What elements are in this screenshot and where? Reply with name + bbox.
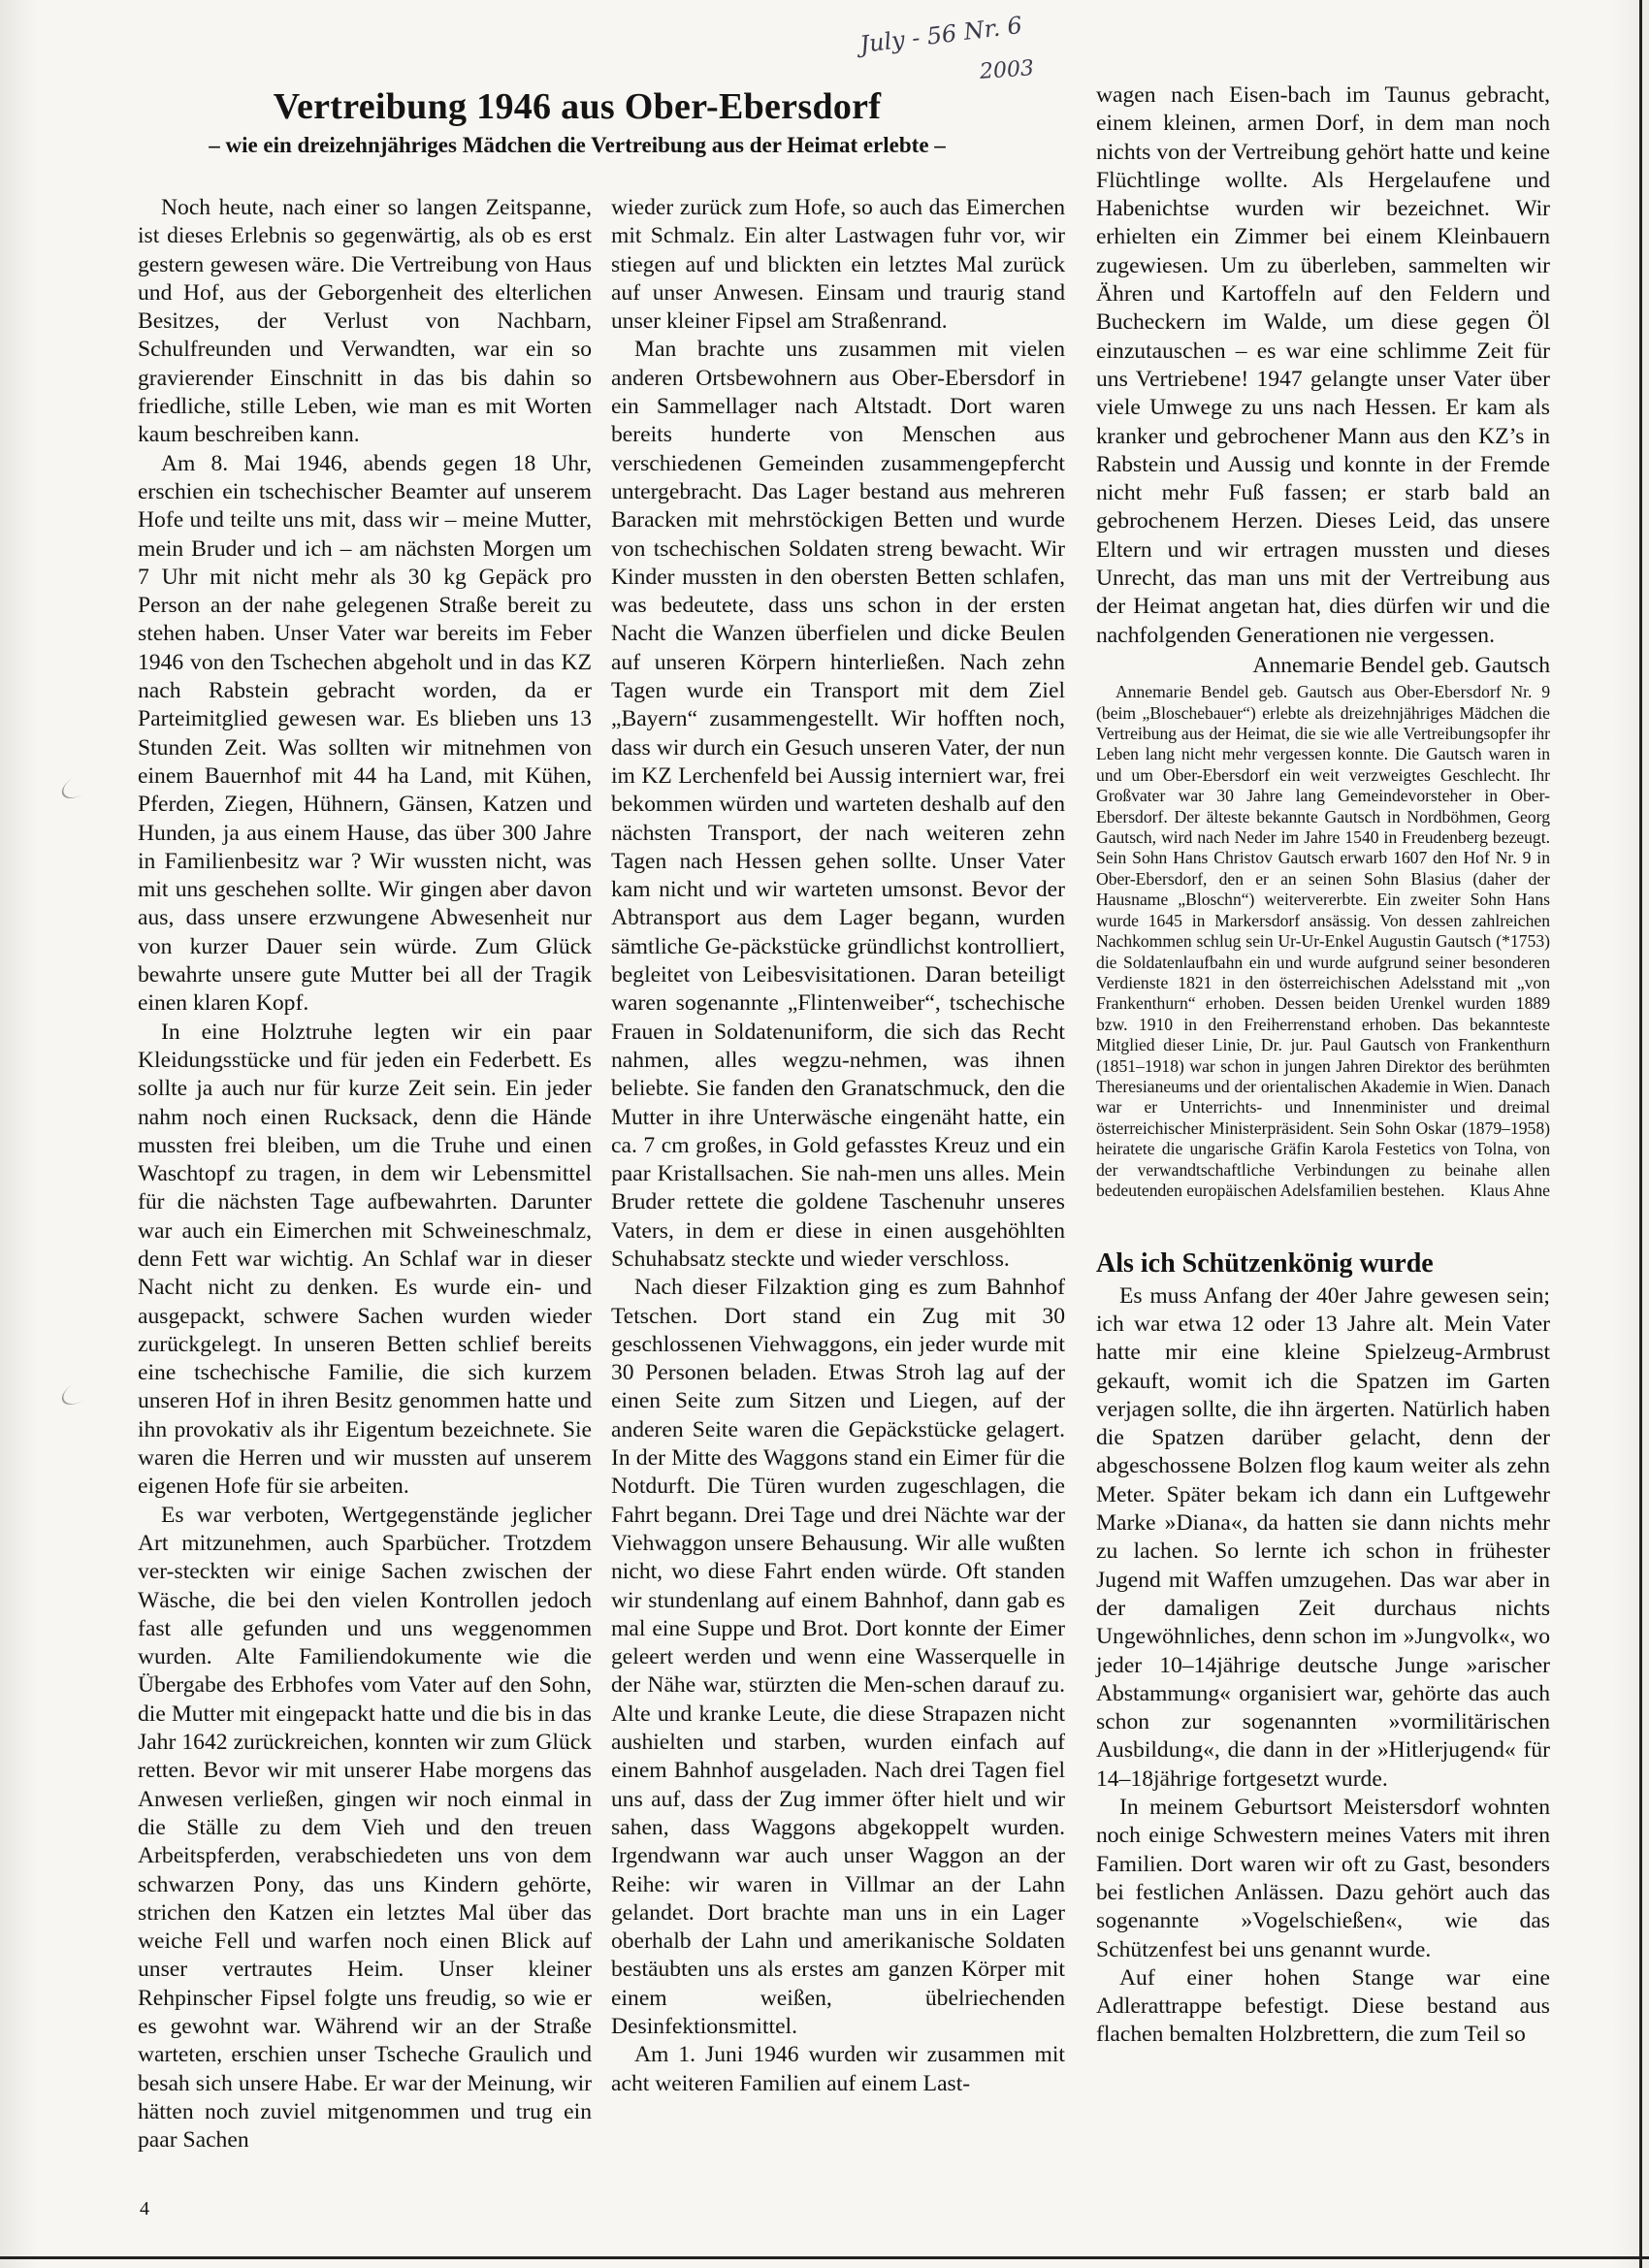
second-article-title: Als ich Schützenkönig wurde bbox=[1096, 1248, 1434, 1280]
paragraph: Am 1. Juni 1946 wurden wir zusammen mit acht weiteren Familien auf einem Last- bbox=[611, 2042, 1065, 2096]
author-signature: Annemarie Bendel geb. Gautsch bbox=[1252, 652, 1550, 678]
handwritten-note bbox=[854, 11, 1067, 89]
article-column-2 bbox=[611, 194, 1065, 2098]
handwritten-note-year: 2003 bbox=[979, 56, 1035, 84]
article-column-1 bbox=[138, 194, 592, 2155]
author-bio bbox=[1096, 682, 1550, 1201]
handwritten-note-line: July - 56 Nr. 6 bbox=[857, 11, 1024, 59]
paragraph: Es war verboten, Wertgegenstände jeglicher Art mitzunehmen, auch Sparbücher. Trotzdem ver-steckten wir einige Sachen zwischen der Wäsche, die bei den vielen Kontrollen jedoch fast alle gefunden und uns weggenommen wurden. Alte Familiendokumente wie die Übergabe des Erbhofes vom Vater auf den Sohn, die Mutter mit eingepackt hatte und die bis in das Jahr 1642 zurückreichen, konnten wir zum Glück retten. Bevor wir mit unserer Habe morgens das Anwesen verließen, gingen wir noch einmal in die Ställe zu dem Vieh und den treuen Arbeitspferden, verabschiedeten uns von dem schwarzen Pony, das uns Kindern gehörte, strichen den Katzen ein letztes Mal über das weiche Fell und warfen noch einen Blick auf unser vertrautes Heim. Unser kleiner Rehpinscher Fipsel folgte uns freudig, so wie er es gewohnt war. Während wir an der Straße warteten, erschien unser Tscheche Graulich und besah sich unsere Habe. Er war der Meinung, wir hätten noch zuviel mitgenommen und trug ein paar Sachen bbox=[138, 1502, 592, 2154]
bio-signer: Klaus Ahne bbox=[1470, 1180, 1550, 1200]
paragraph: wieder zurück zum Hofe, so auch das Eimerchen mit Schmalz. Ein alter Lastwagen fuhr vor, wir stiegen auf und blickten ein letztes Mal zurück auf unser Anwesen. Einsam und traurig stand unser kleiner Fipsel am Straßenrand. bbox=[611, 195, 1065, 335]
scan-border-bottom bbox=[0, 2256, 1649, 2259]
page-number: 4 bbox=[140, 2198, 149, 2219]
article-title: Vertreibung 1946 aus Ober-Ebersdorf bbox=[273, 86, 882, 127]
paragraph: Auf einer hohen Stange war eine Adlerattrappe befestigt. Diese bestand aus flachen bemalten Holzbrettern, die zum Teil so bbox=[1096, 1964, 1550, 2048]
paragraph: In meinem Geburtsort Meistersdorf wohnten noch einige Schwestern meines Vaters mit ihren Familien. Dort waren wir oft zu Gast, besonders bei festlichen Anlässen. Dazu gehört auch das sogenannte »Vogelschießen«, wie das Schützenfest bei uns genannt wurde. bbox=[1096, 1795, 1550, 1962]
article-subtitle: – wie ein dreizehnjähriges Mädchen die Vertreibung aus der Heimat erlebte – bbox=[209, 133, 946, 157]
article-column-3 bbox=[1096, 81, 1550, 2050]
paragraph: In eine Holztruhe legten wir ein paar Kleidungsstücke und für jeden ein Federbett. Es sollte ja auch nur für kurze Zeit sein. Ein jeder nahm noch einen Rucksack, denn die Hände mussten frei bleiben, um die Truhe und einen Waschtopf zu tragen, in dem wir Lebensmittel für die nächsten Tage aufbewahrten. Darunter war auch ein Eimerchen mit Schweineschmalz, denn Fett war wichtig. An Schlaf war in dieser Nacht nicht zu denken. Es wurde ein- und ausgepackt, schwere Sachen wurden wieder zurückgelegt. In unseren Betten schlief bereits eine tschechische Familie, die sich kurzem unseren Hof in ihren Besitz genommen hatte und ihn provokativ als ihr Eigentum bezeichnete. Sie waren die Herren und wir mussten auf unserem eigenen Hofe für sie arbeiten. bbox=[138, 1019, 592, 1500]
paragraph: Man brachte uns zusammen mit vielen anderen Ortsbewohnern aus Ober-Ebersdorf in ein Sammellager nach Altstadt. Dort waren bereits hunderte von Menschen aus verschiedenen Gemeinden zusammengepfercht untergebracht. Das Lager bestand aus mehreren Baracken mit mehrstöckigen Betten und wurde von tschechischen Soldaten streng bewacht. Wir Kinder mussten in den obersten Betten schlafen, was bedeutete, dass uns schon in der ersten Nacht die Wanzen überfielen und dicke Beulen auf unseren Körpern hinterließen. Nach zehn Tagen wurde ein Transport mit dem Ziel „Bayern“ zusammengestellt. Wir hofften noch, dass wir durch ein Gesuch unseren Vater, der nun im KZ Lerchenfeld bei Aussig interniert war, frei bekommen würden und warteten deshalb auf den nächsten Transport, der nach weiteren zehn Tagen nach Hessen gehen sollte. Unser Vater kam nicht und wir warteten umsonst. Bevor der Abtransport aus dem Lager begann, wurden sämtliche Ge-päckstücke gründlichst kontrolliert, begleitet von Leibesvisitationen. Daran beteiligt waren sogenannte „Flintenweiber“, tschechische Frauen in Soldatenuniform, die sich das Recht nahmen, alles wegzu-nehmen, was ihnen beliebte. Sie fanden den Granatschmuck, den die Mutter in ihre Unterwäsche eingenäht hatte, ein ca. 7 cm großes, in Gold gefasstes Kreuz und ein paar Kristallsachen. Sie nah-men uns alles. Mein Bruder rettete die goldene Taschenuhr unseres Vaters, in dem er diese in einen ausgehöhlten Schuhabsatz steckte und wieder verschloss. bbox=[611, 337, 1065, 1272]
paragraph: Noch heute, nach einer so langen Zeitspanne, ist dieses Erlebnis so gegenwärtig, als ob es erst gestern gewesen wäre. Die Vertreibung von Haus und Hof, aus der Geborgenheit des elterlichen Besitzes, der Verlust von Nachbarn, Schulfreunden und Verwandten, war ein so gravierender Einschnitt in das bis dahin so friedliche, stille Leben, wie man es mit Worten kaum beschreiben kann. bbox=[138, 195, 592, 448]
paragraph: Am 8. Mai 1946, abends gegen 18 Uhr, erschien ein tschechischer Beamter auf unserem Hofe und teilte uns mit, dass wir – meine Mutter, mein Bruder und ich – am nächsten Morgen um 7 Uhr mit nicht mehr als 30 kg Gepäck pro Person an der nahe gelegenen Straße bereit zu stehen haben. Unser Vater war bereits im Feber 1946 von den Tschechen abgeholt und in das KZ nach Rabstein gebracht worden, da er Parteimitglied gewesen war. Es blieben uns 13 Stunden Zeit. Was sollten wir mitnehmen von einem Bauernhof mit 44 ha Land, mit Kühen, Pferden, Ziegen, Hühnern, Gänsen, Katzen und Hunden, ja aus einem Hause, das über 300 Jahre in Familienbesitz war ? Wir wussten nicht, was mit uns geschehen sollte. Wir gingen aber davon aus, dass unsere erzwungene Abwesenheit nur von kurzer Dauer sein würde. Zum Glück bewahrte unsere gute Mutter bei all der Tragik einen klaren Kopf. bbox=[138, 450, 592, 1017]
author-bio-text: Annemarie Bendel geb. Gautsch aus Ober-Ebersdorf Nr. 9 (beim „Bloschebauer“) erlebte als dreizehnjähriges Mädchen die Vertreibung aus der Heimat, die sie wie alle Vertreibungsopfer ihr Leben lang nicht mehr vergessen konnte. Die Gautsch waren in und um Ober-Ebersdorf ein weit verzweigtes Geschlecht. Ihr Großvater war 30 Jahre lang Gemeindevorsteher in Ober-Ebersdorf. Der älteste bekannte Gautsch in Nordböhmen, Georg Gautsch, wird nach Neder im Jahre 1540 in Freudenberg bezeugt. Sein Sohn Hans Christov Gautsch erwarb 1607 den Hof Nr. 9 in Ober-Ebersdorf, den er an seinen Sohn Blasius (daher der Hausname „Bloschn“) weitervererbte. Ein zweiter Sohn Hans wurde 1645 in Markersdorf ansässig. Von dessen zahlreichen Nachkommen schlug sein Ur-Ur-Enkel Augustin Gautsch (*1753) die Soldatenlaufbahn ein und wurde aufgrund seiner besonderen Verdienste 1821 in den österreichischen Adelsstand mit „von Frankenthurn“ erhoben. Dessen beiden Urenkel wurden 1889 bzw. 1910 in den Freiherrenstand erhoben. Das bekannteste Mitglied dieser Linie, Dr. jur. Paul Gautsch von Frankenthurn (1851–1918) war schon in jungen Jahren Direktor des berühmten Theresianeums und der orientalischen Akademie in Wien. Danach war er Unterrichts- und Innenminister und dreimal österreichischer Ministerpräsident. Sein Sohn Oskar (1879–1958) heiratete die ungarische Gräfin Karola Festetics von Tolna, von der verwandtschaftliche Verbindungen zu beinahe allen bedeutenden europäischen Adelsfamilien bestehen. bbox=[1096, 682, 1550, 1200]
paragraph: Es muss Anfang der 40er Jahre gewesen sein; ich war etwa 12 oder 13 Jahre alt. Mein Vater hatte mir eine kleine Spielzeug-Armbrust gekauft, womit ich die Spatzen im Garten verjagen sollte, die ihn ärgerten. Natürlich haben die Spatzen darüber gelacht, denn der abgeschossene Bolzen flog kaum weiter als zehn Meter. Später bekam ich dann ein Luftgewehr Marke »Diana«, da hatten sie dann nichts mehr zu lachen. So lernte ich schon in frühester Jugend mit Waffen umzugehen. Das war aber in der damaligen Zeit durchaus nichts Ungewöhnliches, denn schon im »Jungvolk«, wo jeder 10–14jährige deutsche Junge »arischer Abstammung« organisiert war, gehörte das auch schon zur sogenannten »vormilitärischen Ausbildung«, die dann in der »Hitlerjugend« für 14–18jährige fortgesetzt wurde. bbox=[1096, 1282, 1550, 1792]
paragraph: wagen nach Eisen-bach im Taunus gebracht, einem kleinen, armen Dorf, in dem man noch nichts von der Vertreibung gehört hatte und keine Flüchtlinge wollte. Als Hergelaufene und Habenichtse wurden wir bezeichnet. Wir erhielten ein Zimmer bei einem Kleinbauern zugewiesen. Um zu überleben, sammelten wir Ähren und Kartoffeln auf den Feldern und Bucheckern im Walde, um diese gegen Öl einzutauschen – es war eine schlimme Zeit für uns Vertriebene! 1947 gelangte unser Vater über viele Umwege zu uns nach Hessen. Er kam als kranker und gebrochener Mann aus den KZ’s in Rabstein und Aussig und konnte in der Fremde nicht mehr Fuß fassen; er starb bald an gebrochenem Herzen. Dieses Leid, das unsere Eltern und wir ertragen mussten und dieses Unrecht, das man uns mit der Vertreibung aus der Heimat angetan hat, dies dürfen wir und die nachfolgenden Generationen nie vergessen. bbox=[1096, 82, 1550, 648]
paragraph: Nach dieser Filzaktion ging es zum Bahnhof Tetschen. Dort stand ein Zug mit 30 geschlossenen Viehwaggons, ein jeder wurde mit 30 Personen beladen. Etwas Stroh lag auf der einen Seite zum Sitzen und Liegen, auf der anderen Seite waren die Gepäckstücke gelagert. In der Mitte des Waggons stand ein Eimer für die Notdurft. Die Türen wurden zugeschlagen, die Fahrt begann. Drei Tage und drei Nächte war der Viehwaggon unsere Behausung. Wir alle wußten nicht, wo diese Fahrt enden würde. Oft standen wir stundenlang auf einem Bahnhof, dann gab es mal eine Suppe und Brot. Dort konnte der Eimer geleert werden und wenn eine Wasserquelle in der Nähe war, stürzten die Men-schen darauf zu. Alte und kranke Leute, die diese Strapazen nicht aushielten und starben, wurden einfach auf einem Bahnhof ausgeladen. Nach drei Tagen fiel uns auf, dass der Zug immer öfter hielt und wir sahen, dass Waggons abgekoppelt wurden. Irgendwann war auch unser Waggon an der Reihe: wir waren in Villmar an der Lahn gelandet. Dort brachte man uns in ein Lager oberhalb der Lahn und amerikanische Soldaten bestäubten uns als erstes am ganzen Körper mit einem weißen, übelriechenden Desinfektionsmittel. bbox=[611, 1275, 1065, 2039]
scan-border-right bbox=[1639, 0, 1642, 2268]
